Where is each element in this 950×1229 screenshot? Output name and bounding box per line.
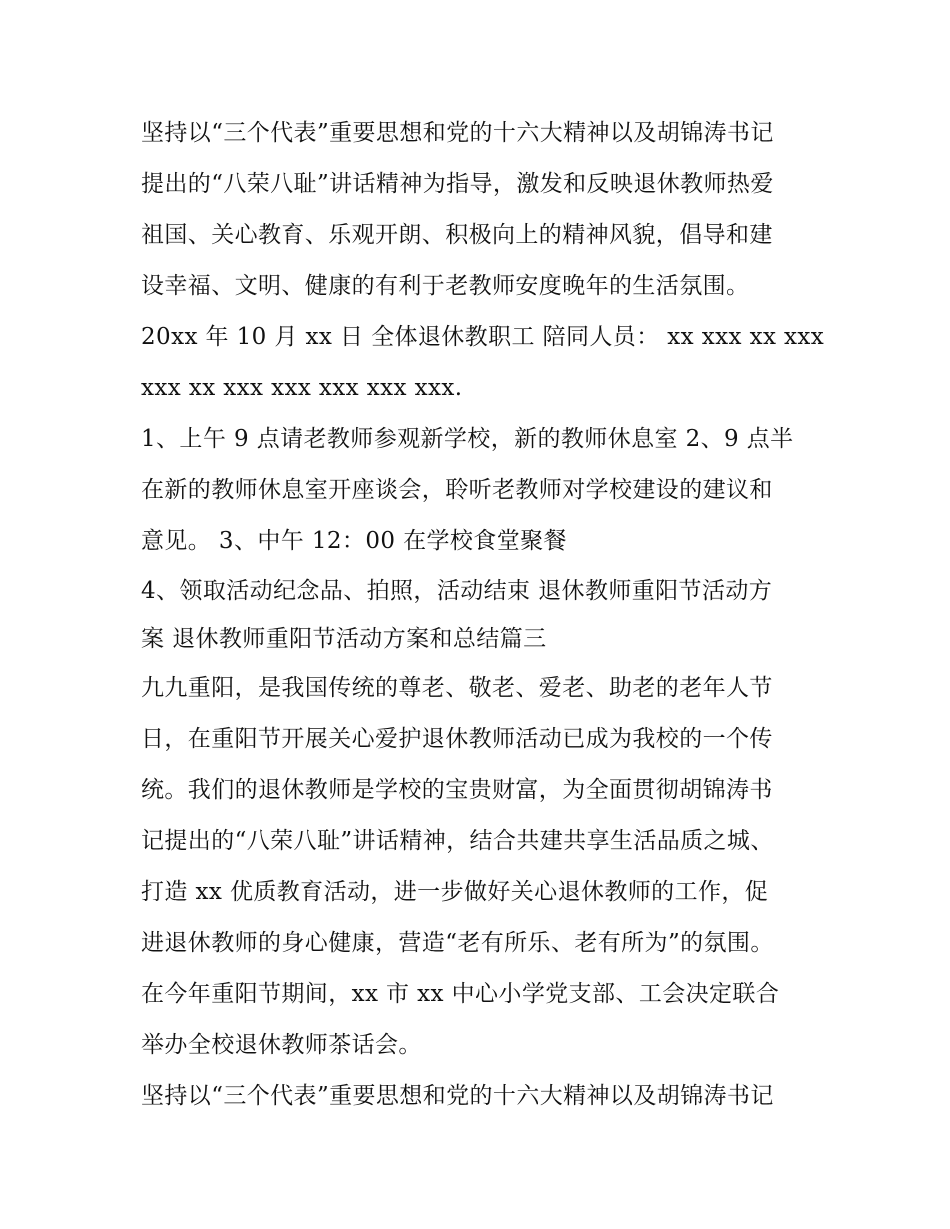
- text-line: 打造 xx 优质教育活动，进一步做好关心退休教师的工作，促: [141, 879, 769, 905]
- text-line: 4、领取活动纪念品、拍照，活动结束 退休教师重阳节活动方: [141, 578, 773, 604]
- text-line: 祖国、关心教育、乐观开朗、积极向上的精神风貌，倡导和建: [141, 222, 773, 248]
- text-line: 日，在重阳节开展关心爱护退休教师活动已成为我校的一个传: [141, 726, 773, 752]
- text-line: 进退休教师的身心健康，营造“老有所乐、老有所为”的氛围。: [141, 930, 774, 956]
- text-line: 在新的教师休息室开座谈会，聆听老教师对学校建设的建议和: [141, 477, 773, 503]
- text-line: xxx xx xxx xxx xxx xxx xxx.: [141, 375, 463, 401]
- text-line: 九九重阳，是我国传统的尊老、敬老、爱老、助老的老年人节: [141, 675, 773, 701]
- text-line: 案 退休教师重阳节活动方案和总结篇三: [141, 626, 547, 652]
- text-line: 1、上午 9 点请老教师参观新学校，新的教师休息室 2、9 点半: [141, 426, 794, 452]
- text-line: 坚持以“三个代表”重要思想和党的十六大精神以及胡锦涛书记: [141, 120, 774, 146]
- text-line: 记提出的“八荣八耻”讲话精神，结合共建共享生活品质之城、: [141, 828, 774, 854]
- text-line: 统。我们的退休教师是学校的宝贵财富，为全面贯彻胡锦涛书: [141, 777, 773, 803]
- document-body: [141, 108, 825, 1122]
- text-line: 意见。 3、中午 12：00 在学校食堂聚餐: [141, 528, 567, 554]
- text-line: 设幸福、文明、健康的有利于老教师安度晚年的生活氛围。: [141, 273, 750, 299]
- text-line: 提出的“八荣八耻”讲话精神为指导，激发和反映退休教师热爱: [141, 171, 774, 197]
- text-line: 20xx 年 10 月 xx 日 全体退休教职工 陪同人员： xx xxx xx xxx: [141, 324, 825, 350]
- text-line: 在今年重阳节期间，xx 市 xx 中心小学党支部、工会决定联合: [141, 981, 780, 1007]
- text-line: 举办全校退休教师茶话会。: [141, 1032, 422, 1058]
- text-line: 坚持以“三个代表”重要思想和党的十六大精神以及胡锦涛书记: [141, 1083, 774, 1109]
